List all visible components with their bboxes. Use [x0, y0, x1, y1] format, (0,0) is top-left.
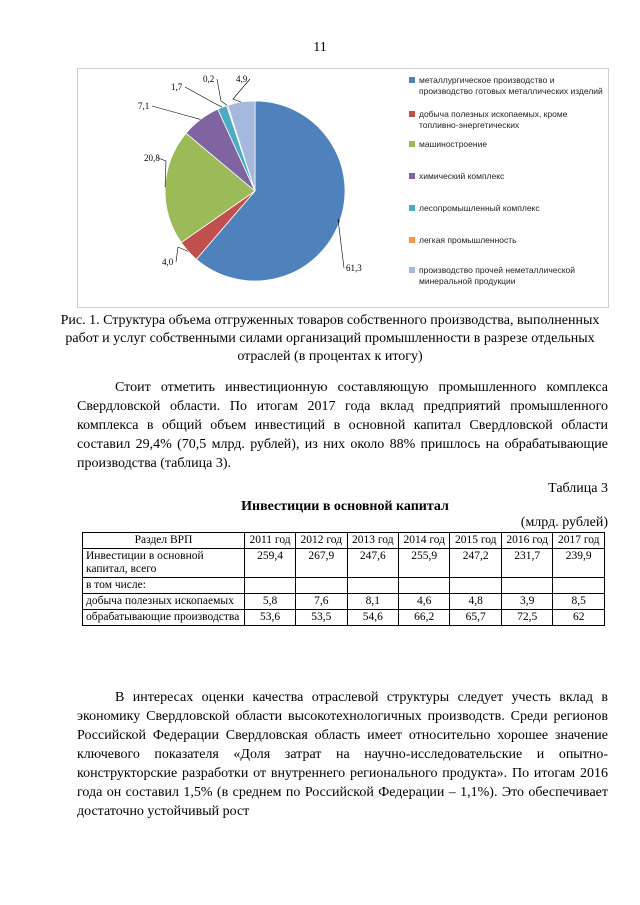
pie-value-label: 7,1	[138, 101, 150, 111]
paragraph-investment-text: Стоит отметить инвестиционную составляющую промышленного комплекса Свердловской области. По итогам 2017 года вклад предприятий промышленного комплекса в общий объем инвестиций в основной капитал Свердловской области составил 29,4% (70,5 млрд. рублей), из них около 88% пришлось на обрабатывающие производства (таблица 3).	[77, 380, 608, 471]
table-row-label: добыча полезных ископаемых	[83, 594, 245, 610]
table-cell: 53,6	[245, 610, 296, 626]
legend-swatch	[409, 141, 415, 147]
pie-leader-line	[152, 106, 201, 119]
table-row	[83, 610, 605, 626]
legend-swatch	[409, 111, 415, 117]
table-cell: 247,2	[450, 549, 501, 578]
legend-swatch	[409, 77, 415, 83]
pie-chart	[77, 68, 609, 308]
table-header-year: 2013 год	[347, 533, 398, 549]
table-row	[83, 549, 605, 578]
table-row-label: обрабатывающие производства	[83, 610, 245, 626]
table-label: Таблица 3	[548, 481, 608, 496]
table-cell: 8,5	[553, 594, 605, 610]
legend-swatch	[409, 267, 415, 273]
pie-leader-line	[185, 87, 222, 107]
paragraph-investment	[77, 378, 608, 473]
table-row	[83, 594, 605, 610]
legend-label: добыча полезных ископаемых, кроме топливно-энергетических	[419, 109, 568, 130]
investment-table	[82, 532, 605, 626]
table-cell	[501, 578, 552, 594]
paragraph-hightech-text: В интересах оценки качества отраслевой структуры следует учесть вклад в экономику Свердловской области высокотехнологичных производств. Среди регионов Российской Федерации Свердловская область имеет относительно хорошее значение ключевого показателя «Доля затрат на научно-исследовательские и опытно-конструкторские разработки от внутреннего регионального продукта». По итогам 2016 года он составил 1,5% (в среднем по Российской Федерации – 1,1%). Это обеспечивает достаточно устойчивый рост	[77, 690, 608, 819]
pie-value-label: 61,3	[346, 263, 362, 273]
pie-leader-line	[217, 79, 227, 105]
pie-leader-line	[338, 219, 344, 268]
legend-label: легкая промышленность	[419, 235, 517, 245]
table-cell: 239,9	[553, 549, 605, 578]
table-cell: 4,8	[450, 594, 501, 610]
table-cell: 5,8	[245, 594, 296, 610]
table-row-label: Инвестиции в основной капитал, всего	[83, 549, 245, 578]
pie-value-label: 4,0	[162, 257, 174, 267]
table-cell	[450, 578, 501, 594]
table-unit: (млрд. рублей)	[520, 515, 608, 530]
table-cell: 66,2	[399, 610, 450, 626]
table-header-year: 2015 год	[450, 533, 501, 549]
table-header-year: 2012 год	[296, 533, 347, 549]
legend-label: химический комплекс	[419, 171, 505, 181]
table-header-year: 2014 год	[399, 533, 450, 549]
legend-swatch	[409, 173, 415, 179]
table-cell	[399, 578, 450, 594]
legend-swatch	[409, 237, 415, 243]
legend-label: металлургическое производство и производство готовых металлических изделий	[419, 75, 603, 96]
table-header-year: 2011 год	[245, 533, 296, 549]
legend-item	[409, 139, 605, 150]
table-title: Инвестиции в основной капитал	[241, 499, 449, 514]
legend-item	[409, 171, 605, 182]
page-number: 11	[313, 40, 327, 55]
legend-item	[409, 235, 605, 246]
legend-item	[409, 265, 605, 287]
table-cell: 7,6	[296, 594, 347, 610]
table-cell: 3,9	[501, 594, 552, 610]
table-header-row	[83, 533, 605, 549]
paragraph-hightech	[77, 688, 608, 821]
table-cell: 259,4	[245, 549, 296, 578]
table-cell: 8,1	[347, 594, 398, 610]
legend-label: машиностроение	[419, 139, 488, 149]
legend-item	[409, 75, 605, 97]
table-header-section: Раздел ВРП	[83, 533, 245, 549]
table-cell: 267,9	[296, 549, 347, 578]
table-cell	[347, 578, 398, 594]
pie-value-label: 0,2	[203, 74, 215, 84]
table-cell: 65,7	[450, 610, 501, 626]
table-cell: 255,9	[399, 549, 450, 578]
legend-label: производство прочей неметаллической минеральной продукции	[419, 265, 576, 286]
figure-caption: Рис. 1. Структура объема отгруженных товаров собственного производства, выполненных работ и услуг собственными силами организаций промышленности в разрезе отдельных отраслей (в процентах к итогу)	[60, 313, 600, 364]
legend-label: лесопромышленный комплекс	[419, 203, 540, 213]
table-row	[83, 578, 605, 594]
table-header-year: 2017 год	[553, 533, 605, 549]
legend-item	[409, 203, 605, 214]
table-cell: 53,5	[296, 610, 347, 626]
table-cell: 54,6	[347, 610, 398, 626]
table-cell: 72,5	[501, 610, 552, 626]
legend-swatch	[409, 205, 415, 211]
pie-value-label: 1,7	[171, 82, 183, 92]
table-cell	[296, 578, 347, 594]
table-cell: 247,6	[347, 549, 398, 578]
table-header-year: 2016 год	[501, 533, 552, 549]
table-cell: 4,6	[399, 594, 450, 610]
table-cell	[553, 578, 605, 594]
table-cell: 231,7	[501, 549, 552, 578]
table-cell: 62	[553, 610, 605, 626]
legend-item	[409, 109, 605, 131]
pie-value-label: 4,9	[236, 74, 248, 84]
table-row-label: в том числе:	[83, 578, 245, 594]
pie-svg	[78, 69, 408, 305]
table-cell	[245, 578, 296, 594]
pie-value-label: 20,8	[144, 153, 160, 163]
